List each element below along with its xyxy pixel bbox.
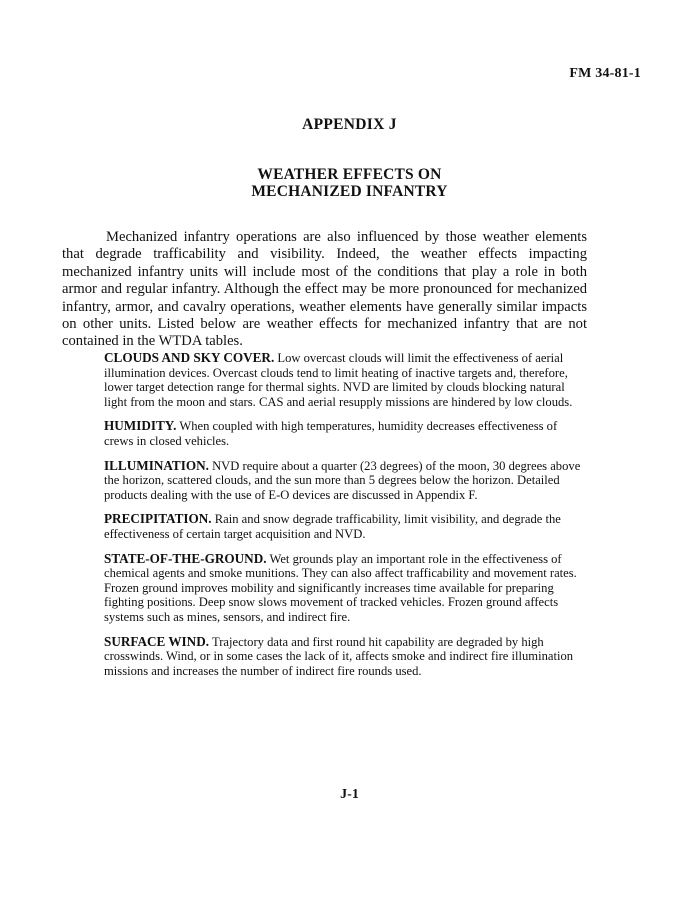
section-text: When coupled with high temperatures, humidity decreases effectiveness of crews in closed vehicles.: [104, 419, 558, 448]
section-heading: ILLUMINATION.: [104, 457, 209, 473]
page-number: J-1: [340, 787, 359, 802]
section-text: Low overcast clouds will limit the effectiveness of aerial illumination devices. Overcast clouds tend to limit heating of inactive targets and, therefore, lower target detection range for thermal sights. NVD are limited by clouds blocking natural light from the moon and stars. CAS and aerial resupply missions are hindered by low clouds.: [104, 351, 573, 409]
section-text: Wet grounds play an important role in the effectiveness of chemical agents and smoke munitions. They can also affect trafficability and movement rates. Frozen ground improves mobility and significantly increases time available for preparing fighting positions. Deep snow slows movement of tracked vehicles. Frozen ground affects systems such as mines, sensors, and indirect fire.: [104, 551, 577, 624]
section-illumination: [104, 459, 586, 503]
section-heading: STATE-OF-THE-GROUND.: [104, 550, 267, 566]
title-line-2: MECHANIZED INFANTRY: [251, 183, 448, 200]
section-heading: HUMIDITY.: [104, 418, 177, 434]
section-clouds-sky-cover: [104, 351, 586, 409]
section-surface-wind: [104, 635, 586, 679]
section-state-of-the-ground: [104, 552, 586, 625]
weather-effects-list: [104, 351, 586, 688]
section-heading: SURFACE WIND.: [104, 633, 210, 649]
section-text: Rain and snow degrade trafficability, limit visibility, and degrade the effectiveness of certain target acquisition and NVD.: [104, 512, 561, 541]
section-humidity: [104, 419, 586, 448]
section-precipitation: [104, 512, 586, 541]
title-line-1: WEATHER EFFECTS ON: [257, 166, 442, 183]
document-id: FM 34-81-1: [569, 66, 641, 81]
section-heading: PRECIPITATION.: [104, 511, 212, 527]
section-heading: CLOUDS AND SKY COVER.: [104, 350, 275, 365]
appendix-label: APPENDIX J: [302, 116, 397, 133]
section-text: NVD require about a quarter (23 degrees) of the moon, 30 degrees above the horizon, scattered clouds, and the sun more than 5 degrees below the horizon. Detailed products dealing with the use of E-O devices are discussed in Appendix F.: [104, 458, 581, 502]
section-text: Trajectory data and first round hit capability are degraded by high crosswinds. Wind, or in some cases the lack of it, affects smoke and indirect fire illumination missions and increases the number of indirect fire rounds used.: [104, 634, 574, 678]
intro-paragraph: Mechanized infantry operations are also influenced by those weather elements that degrade trafficability and visibility. Indeed, the weather effects impacting mechanized infantry units will include most of the conditions that play a role in both armor and regular infantry. Although the effect may be more pronounced for mechanized infantry, armor, and cavalry operations, weather elements have generally similar impacts on other units. Listed below are weather effects for mechanized infantry that are not contained in the WTDA tables.: [62, 229, 587, 350]
page-title: [0, 166, 699, 200]
